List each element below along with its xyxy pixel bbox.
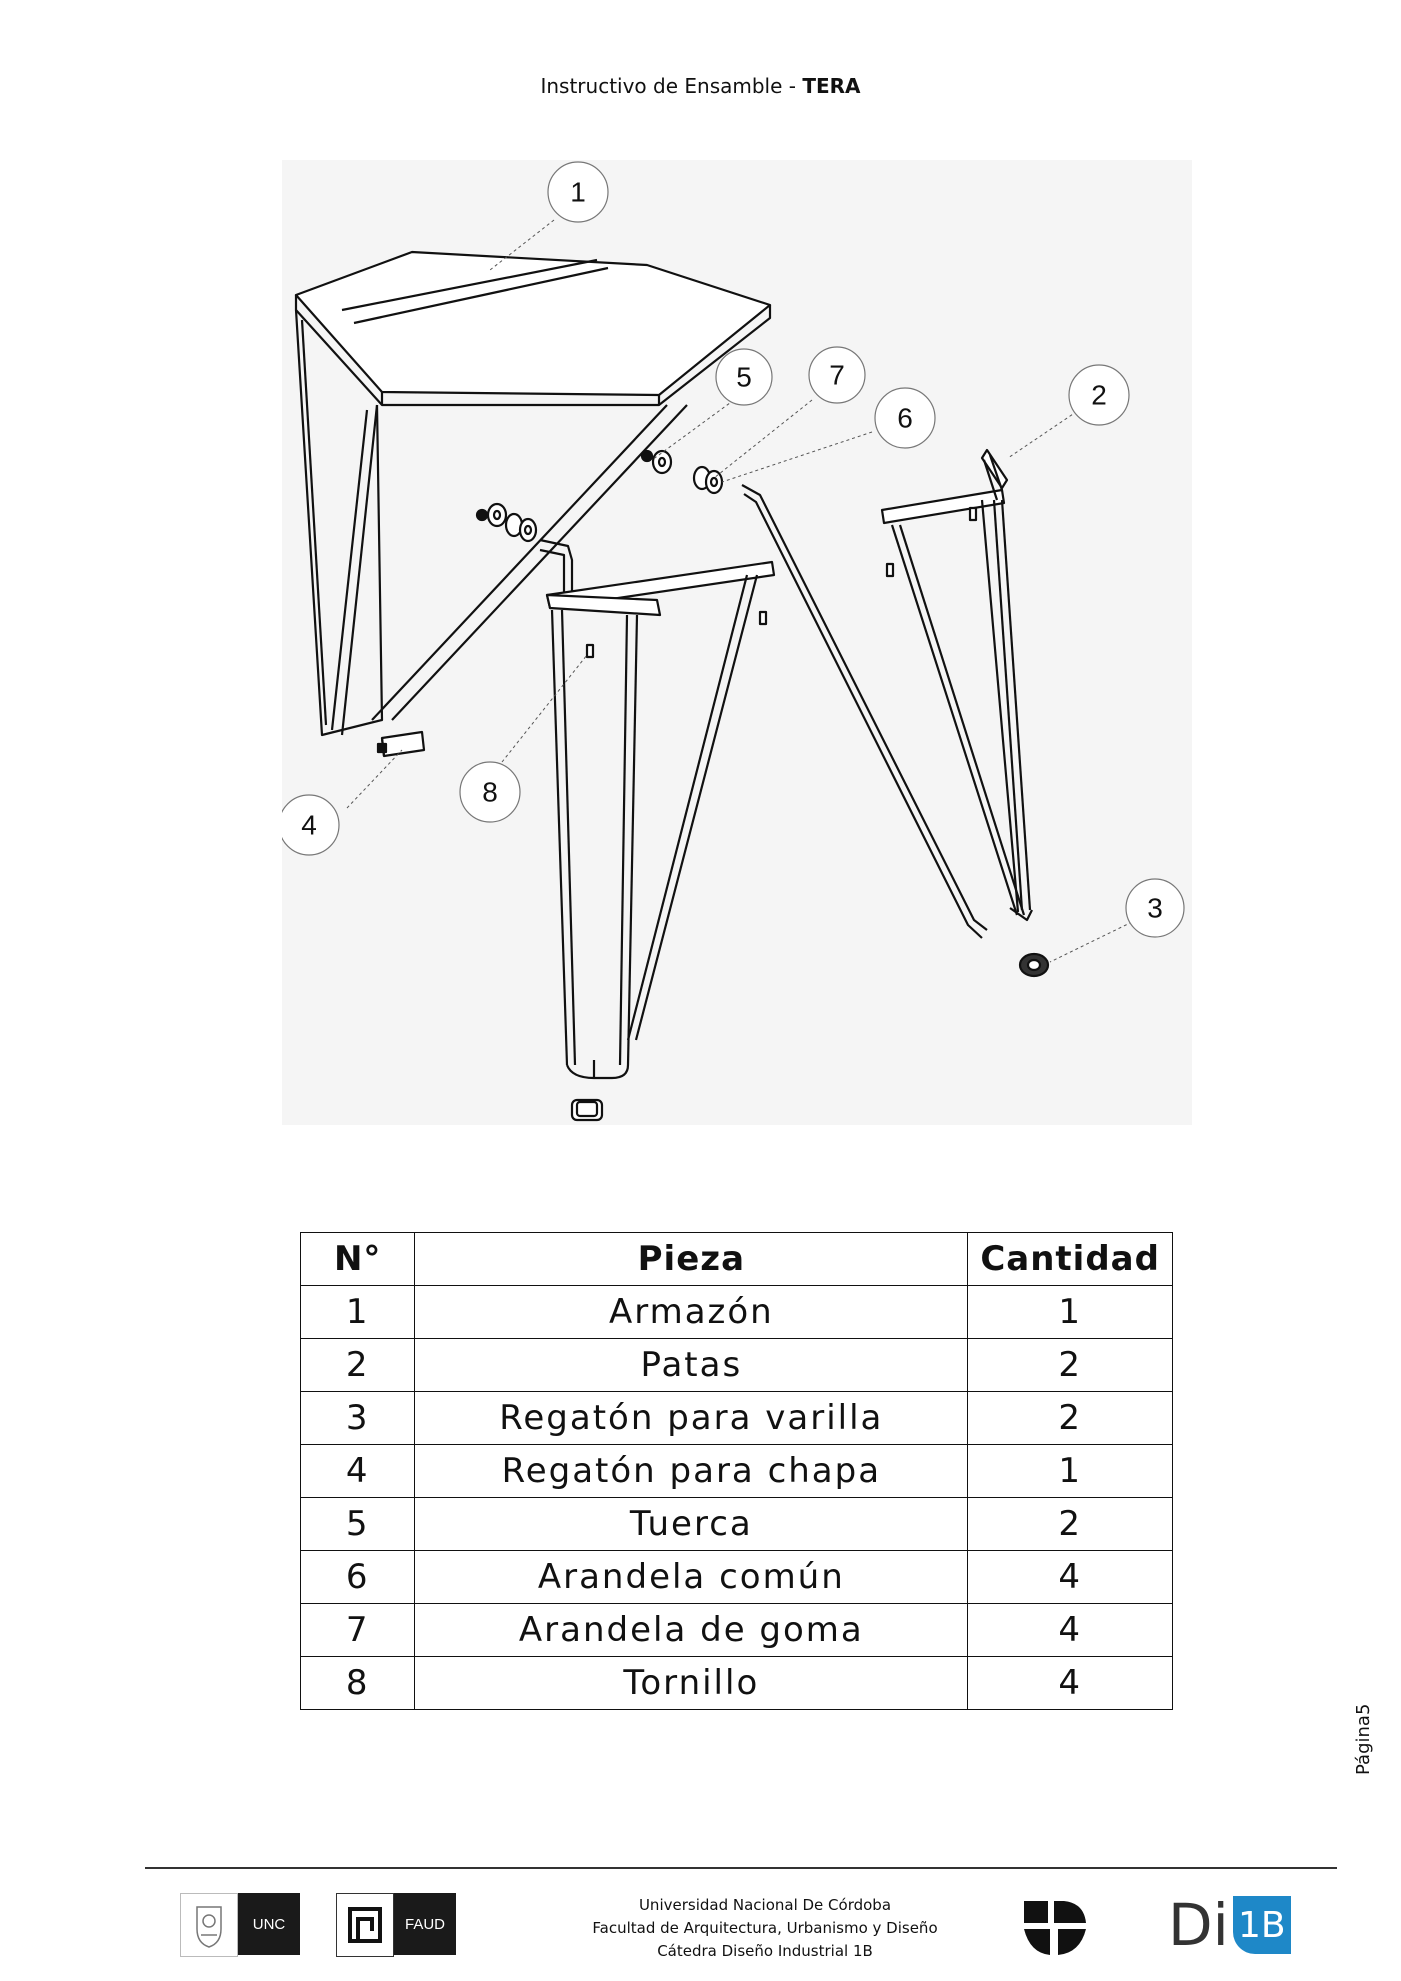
cell-part: Arandela común [415,1551,968,1604]
unc-logo [180,1893,300,1955]
callout-label: 2 [1091,379,1107,411]
table-row [301,1445,1173,1498]
leg-front [547,562,774,1120]
tabletop-frame [296,252,770,735]
sheet-end-cap [378,732,424,756]
leg-right [882,450,1048,976]
cell-quantity: 2 [968,1498,1173,1551]
cell-number: 8 [301,1657,415,1710]
cell-quantity: 1 [968,1286,1173,1339]
exploded-assembly-diagram [282,160,1192,1125]
cell-part: Regatón para chapa [415,1445,968,1498]
table-row [301,1604,1173,1657]
cell-quantity: 2 [968,1339,1173,1392]
faud-mark-icon [336,1893,394,1957]
cell-part: Tornillo [415,1657,968,1710]
institution-footer [520,1894,1010,1963]
table-row [301,1392,1173,1445]
cell-quantity: 2 [968,1392,1173,1445]
cell-number: 7 [301,1604,415,1657]
cell-quantity: 4 [968,1657,1173,1710]
header-prefix: Instructivo de Ensamble - [540,74,803,98]
footer-faculty: Facultad de Arquitectura, Urbanismo y Diseño [592,1919,938,1937]
university-crest-icon [180,1893,238,1957]
leg-rod [742,485,987,938]
page-number: Página5 [1353,1703,1374,1775]
column-header-quantity: Cantidad [968,1233,1173,1286]
di-logo-letters: Di [1168,1891,1229,1959]
callout-label: 6 [897,402,913,434]
faud-logo-text: FAUD [394,1893,456,1955]
unc-logo-text: UNC [238,1893,300,1955]
cell-number: 1 [301,1286,415,1339]
callout-label: 1 [570,176,586,208]
table-row [301,1498,1173,1551]
table-row [301,1551,1173,1604]
cell-number: 3 [301,1392,415,1445]
di-logo-badge: 1B [1233,1896,1291,1954]
callout-label: 7 [829,359,845,391]
cell-part: Patas [415,1339,968,1392]
cell-part: Armazón [415,1286,968,1339]
header-product: TERA [802,74,861,98]
cell-number: 4 [301,1445,415,1498]
cell-quantity: 1 [968,1445,1173,1498]
parts-table [300,1232,1173,1710]
column-header-number: N° [301,1233,415,1286]
cell-part: Arandela de goma [415,1604,968,1657]
callout-label: 5 [736,361,752,393]
document-header [0,74,1401,98]
callout-label: 8 [482,776,498,808]
footer-divider [145,1867,1337,1869]
table-row [301,1339,1173,1392]
callout-label: 4 [301,809,317,841]
cell-part: Regatón para varilla [415,1392,968,1445]
faud-logo [336,1893,456,1955]
cell-number: 6 [301,1551,415,1604]
cell-quantity: 4 [968,1604,1173,1657]
cross-emblem-icon [1024,1897,1086,1957]
column-header-part: Pieza [415,1233,968,1286]
cell-quantity: 4 [968,1551,1173,1604]
fasteners-right [642,451,722,493]
footer-university: Universidad Nacional De Córdoba [638,1896,892,1914]
table-row [301,1657,1173,1710]
di-1b-logo [1168,1892,1291,1958]
table-header-row [301,1233,1173,1286]
cell-part: Tuerca [415,1498,968,1551]
cell-number: 5 [301,1498,415,1551]
fasteners-left [477,504,572,595]
cell-number: 2 [301,1339,415,1392]
table-row [301,1286,1173,1339]
footer-chair: Cátedra Diseño Industrial 1B [657,1942,873,1960]
callout-label: 3 [1147,892,1163,924]
